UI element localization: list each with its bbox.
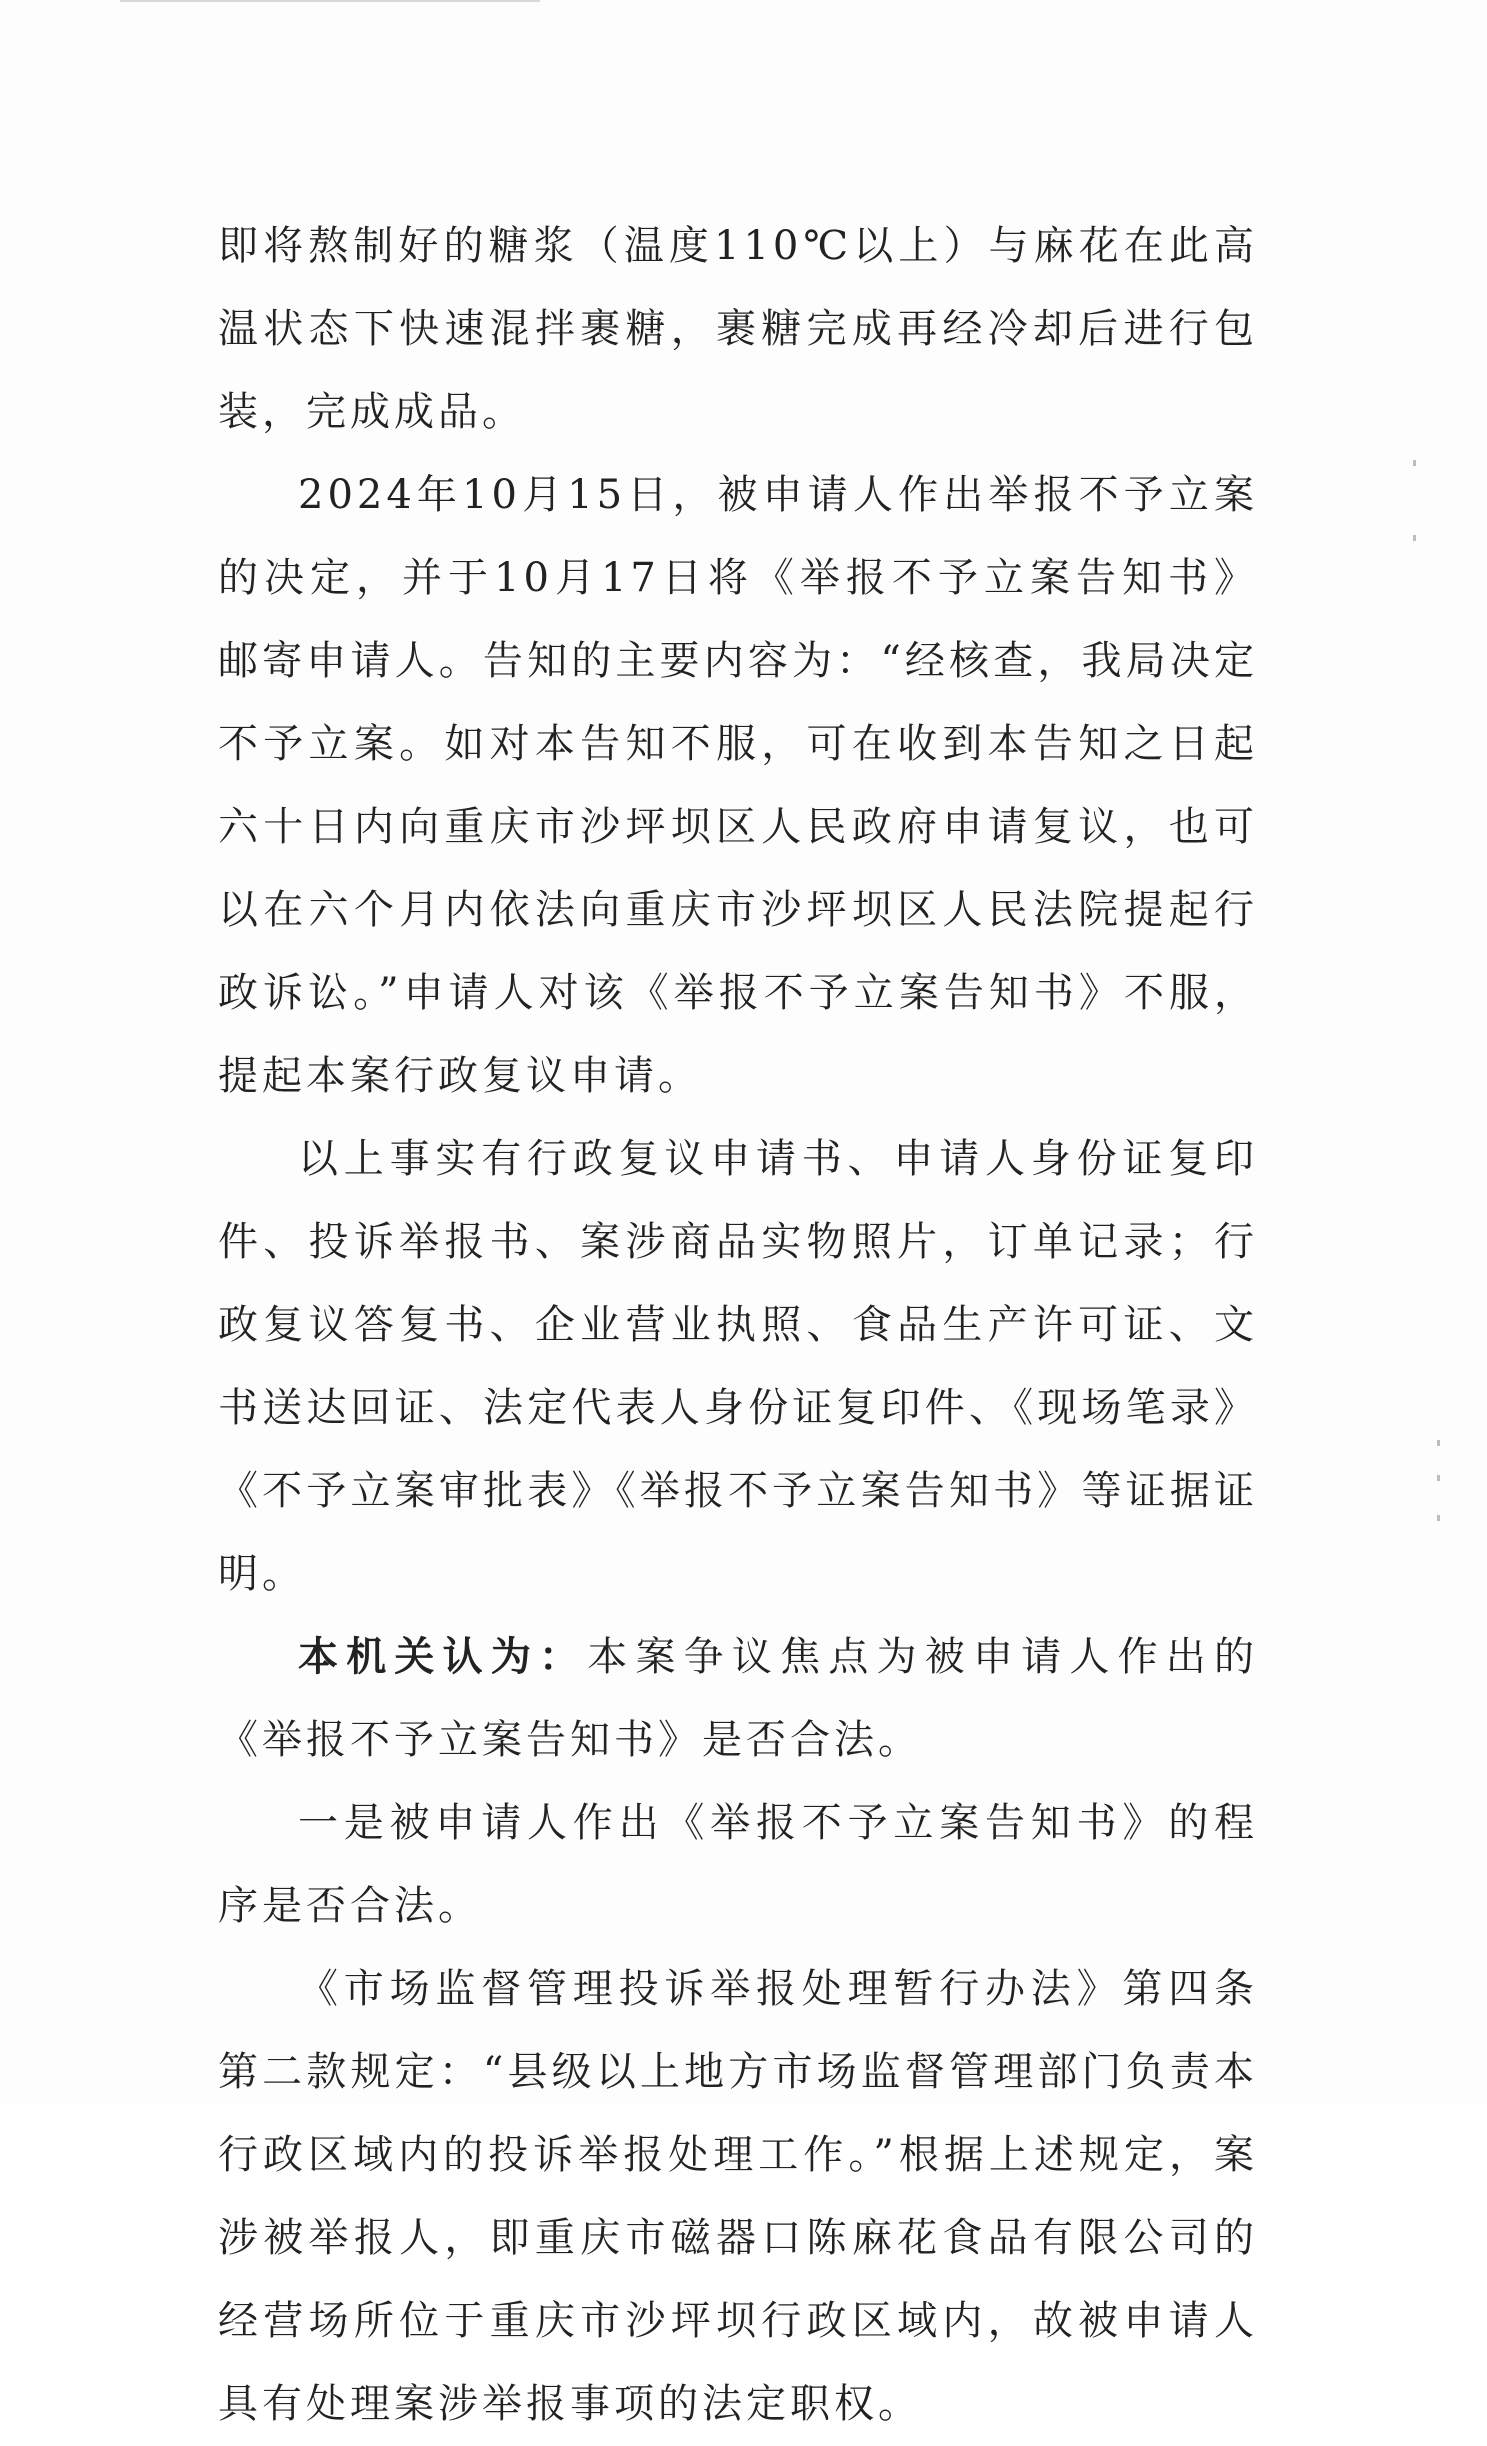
scan-speck xyxy=(1437,1475,1440,1481)
document-body xyxy=(218,205,1258,2446)
paragraph-continuation: 即将熬制好的糖浆（温度110℃以上）与麻花在此高温状态下快速混拌裹糖，裹糖完成再经冷却后进行包装，完成成品。 xyxy=(218,223,1258,435)
scan-speck xyxy=(1413,460,1416,466)
scan-speck xyxy=(1437,1515,1440,1521)
paragraph-legal-basis: 《市场监督管理投诉举报处理暂行办法》第四条第二款规定：“县级以上地方市场监督管理部门负责本行政区域内的投诉举报处理工作。”根据上述规定，案涉被举报人，即重庆市磁器口陈麻花食品有限公司的经营场所位于重庆市沙坪坝行政区域内，故被申请人具有处理案涉举报事项的法定职权。 xyxy=(218,1966,1258,2427)
scan-edge-line xyxy=(120,0,540,2)
scan-speck xyxy=(1413,535,1416,541)
scan-speck xyxy=(1437,1440,1440,1446)
paragraph-decision-notice: 2024年10月15日，被申请人作出举报不予立案的决定，并于10月17日将《举报不予立案告知书》邮寄申请人。告知的主要内容为：“经核查，我局决定不予立案。如对本告知不服，可在收到本告知之日起六十日内向重庆市沙坪坝区人民政府申请复议，也可以在六个月内依法向重庆市沙坪坝区人民法院提起行政诉讼。”申请人对该《举报不予立案告知书》不服，提起本案行政复议申请。 xyxy=(218,472,1258,1099)
opinion-text: 本案争议焦点为被申请人作出的《举报不予立案告知书》是否合法。 xyxy=(218,1634,1259,1763)
paragraph-agency-opinion xyxy=(218,1616,1258,1782)
opinion-lead-label: 本机关认为： xyxy=(298,1634,588,1680)
paragraph-procedure-point: 一是被申请人作出《举报不予立案告知书》的程序是否合法。 xyxy=(218,1800,1258,1929)
paragraph-evidence: 以上事实有行政复议申请书、申请人身份证复印件、投诉举报书、案涉商品实物照片，订单记录；行政复议答复书、企业营业执照、食品生产许可证、文书送达回证、法定代表人身份证复印件、《现场笔录》《不予立案审批表》《举报不予立案告知书》等证据证明。 xyxy=(218,1136,1258,1597)
